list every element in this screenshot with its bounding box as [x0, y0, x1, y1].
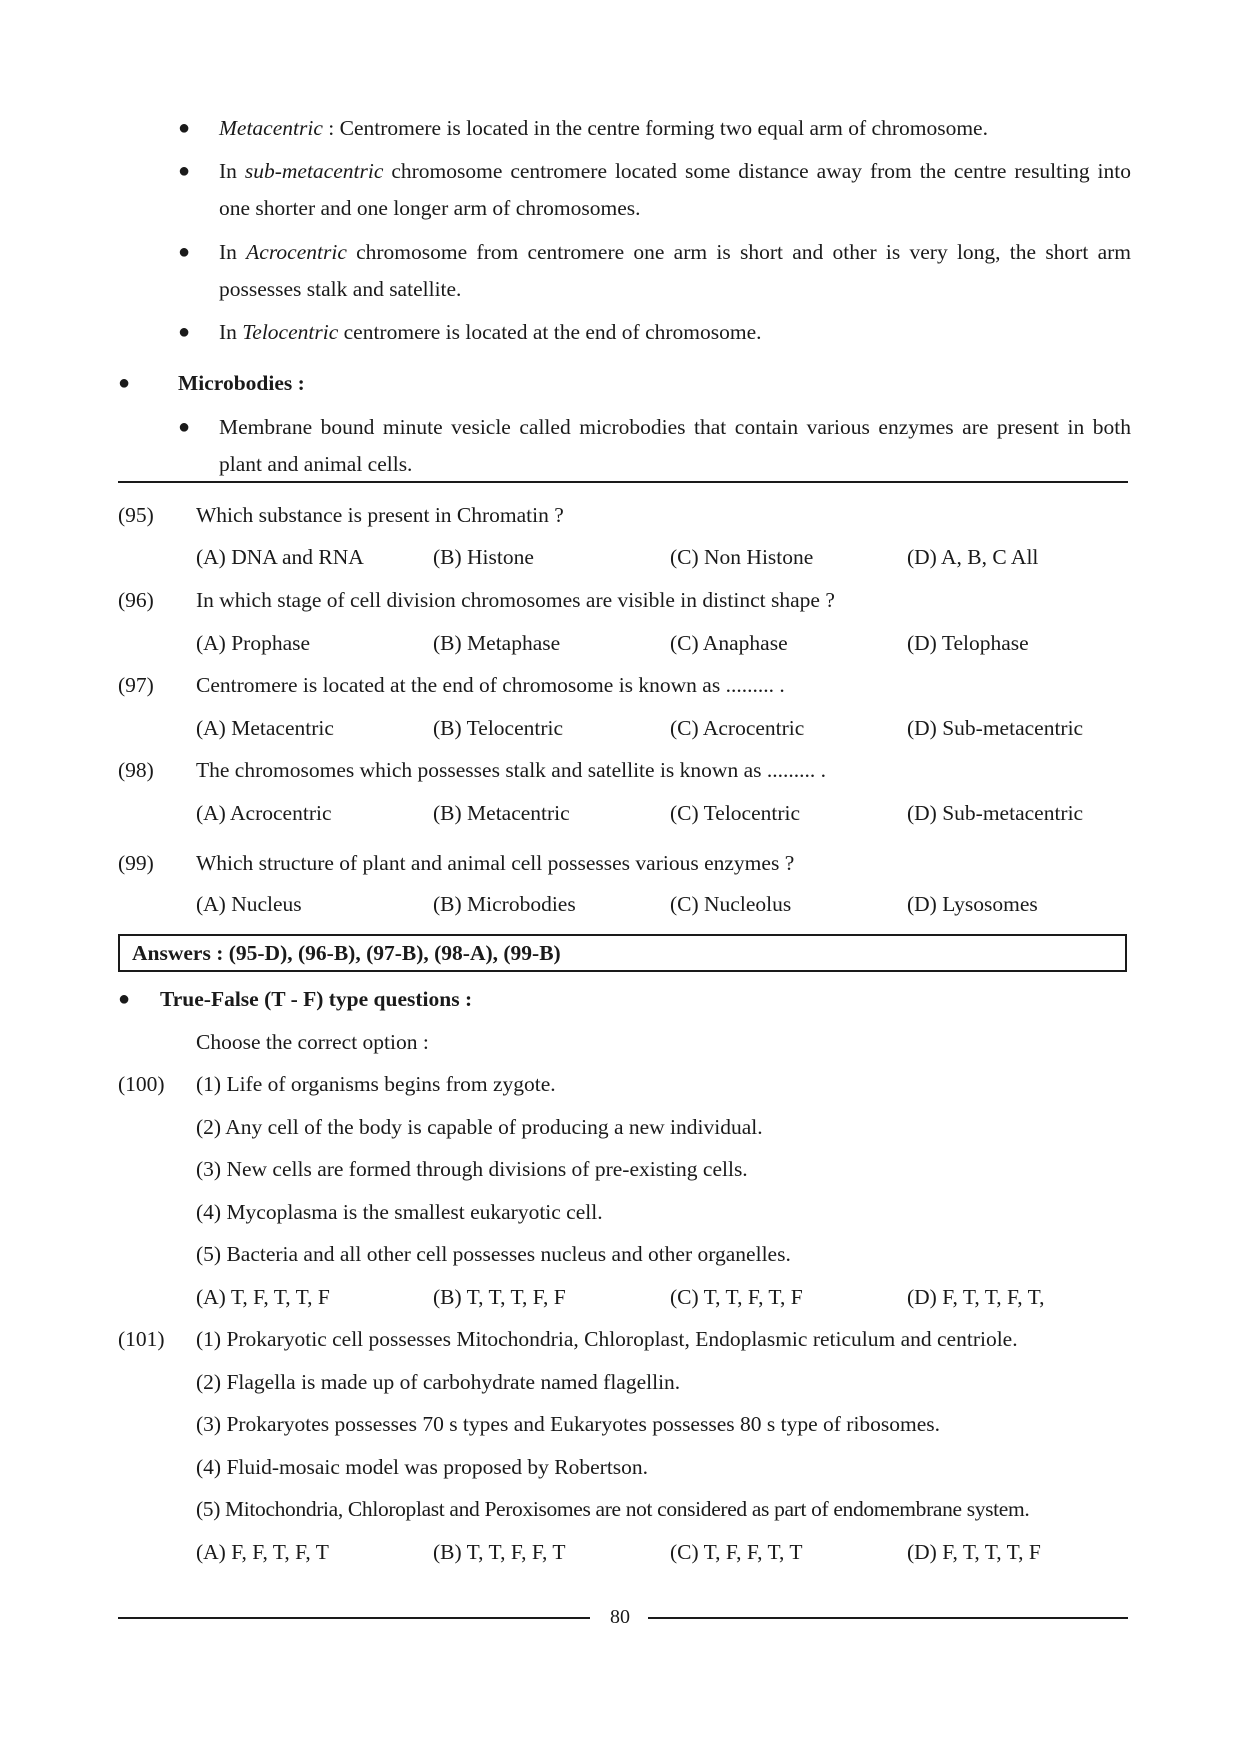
- statement: (5) Mitochondria, Chloroplast and Peroxisomes are not considered as part of endomembrane system.: [196, 1497, 1030, 1521]
- option-b: (B) Telocentric: [433, 716, 564, 740]
- option-d: (D) F, T, T, F, T,: [907, 1285, 1045, 1309]
- question-text: In which stage of cell division chromosomes are visible in distinct shape ?: [196, 588, 835, 612]
- statement: (1) Prokaryotic cell possesses Mitochondria, Chloroplast, Endoplasmic reticulum and centriole.: [196, 1327, 1018, 1351]
- options-row: [196, 795, 1131, 832]
- question-number: (95): [118, 503, 154, 527]
- answers-box: Answers : (95-D), (96-B), (97-B), (98-A), (99-B): [118, 934, 1127, 972]
- true-false-heading: True-False (T - F) type questions :: [160, 987, 473, 1011]
- option-b: (B) Metaphase: [433, 631, 561, 655]
- option-a: (A) Acrocentric: [196, 801, 332, 825]
- bullet-icon: ●: [178, 321, 191, 343]
- bullet-icon: ●: [178, 416, 191, 438]
- options-row: [196, 1534, 1131, 1571]
- option-a: (A) F, F, T, F, T: [196, 1540, 329, 1564]
- option-c: (C) T, T, F, T, F: [670, 1285, 803, 1309]
- question-number: (100): [118, 1072, 165, 1096]
- option-c: (C) Non Histone: [670, 545, 814, 569]
- section-divider: [118, 481, 1128, 483]
- option-a: (A) Prophase: [196, 631, 311, 655]
- note-acrocentric: In Acrocentric chromosome from centromere one arm is short and other is very long, the short arm possesses stalk and satellite.: [219, 240, 1131, 301]
- question-number: (96): [118, 588, 154, 612]
- options-row: [196, 1279, 1131, 1316]
- option-b: (B) T, T, T, F, F: [433, 1285, 566, 1309]
- option-d: (D) F, T, T, T, F: [907, 1540, 1041, 1564]
- statement: (4) Fluid-mosaic model was proposed by Robertson.: [196, 1455, 649, 1479]
- question-number: (98): [118, 758, 154, 782]
- microbodies-text: Membrane bound minute vesicle called microbodies that contain various enzymes are present in both plant and animal cells.: [219, 415, 1131, 476]
- note-metacentric: Metacentric : Centromere is located in the centre forming two equal arm of chromosome.: [219, 116, 988, 140]
- footer-rule-right: [648, 1617, 1128, 1619]
- option-b: (B) Histone: [433, 545, 534, 569]
- microbodies-heading: Microbodies :: [178, 371, 305, 395]
- option-d: (D) Lysosomes: [907, 892, 1038, 916]
- option-b: (B) T, T, F, F, T: [433, 1540, 566, 1564]
- question-text: Which substance is present in Chromatin ?: [196, 503, 564, 527]
- options-row: [196, 625, 1131, 662]
- note-submetacentric: In sub-metacentric chromosome centromere located some distance away from the centre resulting into one shorter and one longer arm of chromosomes.: [219, 159, 1131, 220]
- true-false-instruction: Choose the correct option :: [196, 1030, 429, 1054]
- statement: (2) Any cell of the body is capable of producing a new individual.: [196, 1115, 763, 1139]
- statement: (2) Flagella is made up of carbohydrate named flagellin.: [196, 1370, 681, 1394]
- option-d: (D) A, B, C All: [907, 545, 1039, 569]
- options-row: [196, 710, 1131, 747]
- statement: (3) Prokaryotes possesses 70 s types and Eukaryotes possesses 80 s type of ribosomes.: [196, 1412, 941, 1436]
- statement: (3) New cells are formed through divisions of pre-existing cells.: [196, 1157, 748, 1181]
- option-d: (D) Sub-metacentric: [907, 801, 1084, 825]
- options-row: [196, 886, 1131, 923]
- option-c: (C) Anaphase: [670, 631, 788, 655]
- option-a: (A) T, F, T, T, F: [196, 1285, 330, 1309]
- question-number: (99): [118, 851, 154, 875]
- question-text: Which structure of plant and animal cell possesses various enzymes ?: [196, 851, 795, 875]
- note-telocentric: In Telocentric centromere is located at the end of chromosome.: [219, 320, 762, 344]
- statement: (1) Life of organisms begins from zygote.: [196, 1072, 556, 1096]
- statement: (4) Mycoplasma is the smallest eukaryotic cell.: [196, 1200, 603, 1224]
- bullet-icon: ●: [178, 117, 191, 139]
- option-a: (A) DNA and RNA: [196, 545, 364, 569]
- option-b: (B) Metacentric: [433, 801, 570, 825]
- statement: (5) Bacteria and all other cell possesses nucleus and other organelles.: [196, 1242, 791, 1266]
- page-number: 80: [610, 1606, 630, 1628]
- question-text: The chromosomes which possesses stalk and satellite is known as ......... .: [196, 758, 826, 782]
- bullet-icon: ●: [178, 241, 191, 263]
- bullet-icon: ●: [118, 988, 131, 1010]
- options-row: [196, 539, 1131, 576]
- option-d: (D) Sub-metacentric: [907, 716, 1084, 740]
- question-number: (101): [118, 1327, 165, 1351]
- question-number: (97): [118, 673, 154, 697]
- option-c: (C) Telocentric: [670, 801, 801, 825]
- option-d: (D) Telophase: [907, 631, 1029, 655]
- bullet-icon: ●: [178, 160, 191, 182]
- option-c: (C) Acrocentric: [670, 716, 805, 740]
- option-a: (A) Metacentric: [196, 716, 334, 740]
- option-c: (C) Nucleolus: [670, 892, 792, 916]
- bullet-icon: ●: [118, 372, 131, 394]
- question-text: Centromere is located at the end of chromosome is known as ......... .: [196, 673, 785, 697]
- option-a: (A) Nucleus: [196, 892, 302, 916]
- option-b: (B) Microbodies: [433, 892, 576, 916]
- option-c: (C) T, F, F, T, T: [670, 1540, 803, 1564]
- footer-rule-left: [118, 1617, 590, 1619]
